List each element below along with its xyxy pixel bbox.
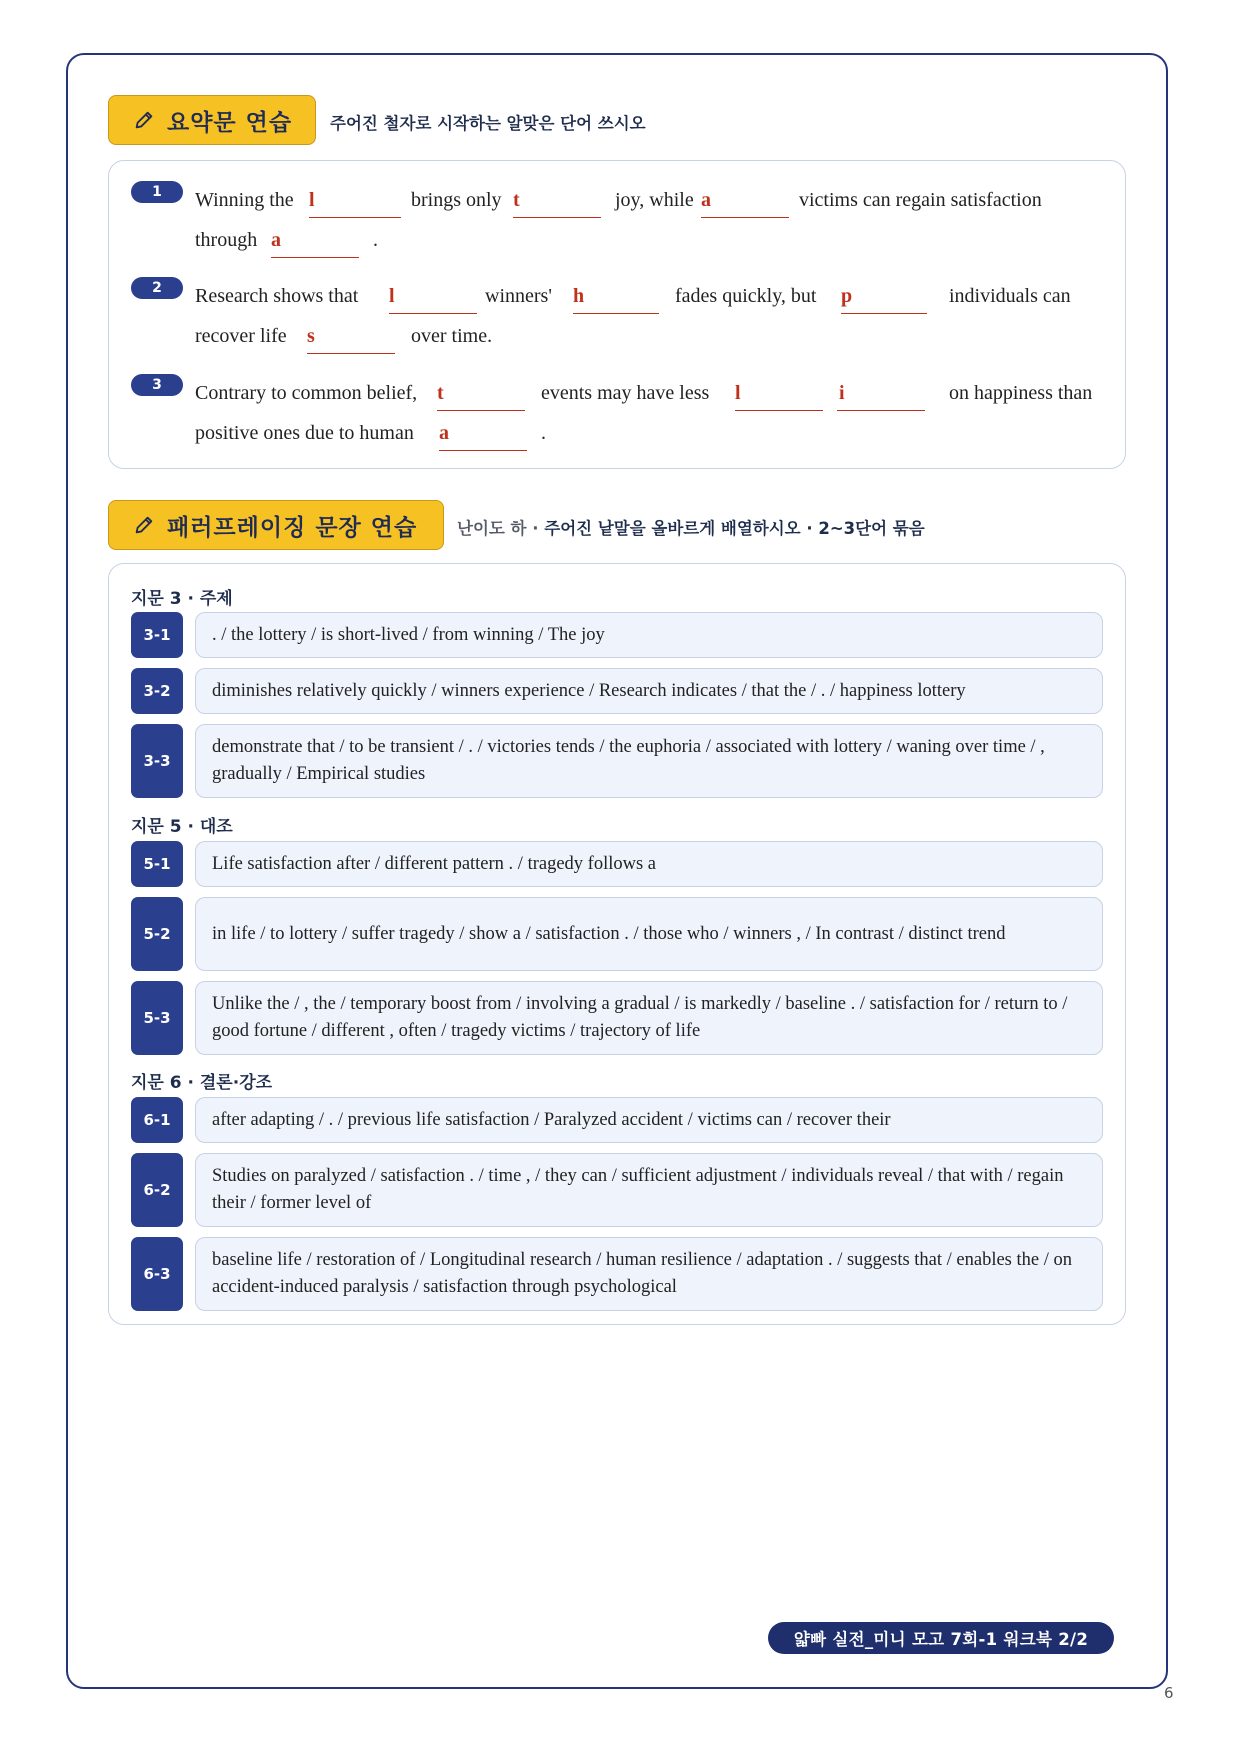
row-tag: 3-3 <box>131 724 183 798</box>
row-tag: 6-3 <box>131 1237 183 1311</box>
summary-title: 요약문 연습 <box>167 109 293 136</box>
sentence-text: victims can regain satisfaction <box>799 189 1042 211</box>
row-tag: 5-1 <box>131 841 183 887</box>
summary-section-tab <box>108 95 316 145</box>
item-number-badge: 1 <box>131 181 183 203</box>
scrambled-words-box[interactable]: demonstrate that / to be transient / . / victories tends / the euphoria / associated with lottery / waning over time / , gradually / Empirical studies <box>195 724 1103 798</box>
scrambled-words-box[interactable]: Studies on paralyzed / satisfaction . / time , / they can / sufficient adjustment / individuals reveal / that with / regain their / former level of <box>195 1153 1103 1227</box>
summary-line <box>131 374 1091 414</box>
answer-blank[interactable] <box>573 313 659 314</box>
answer-blank[interactable] <box>837 410 925 411</box>
scrambled-words-box[interactable]: baseline life / restoration of / Longitudinal research / human resilience / adaptation . / suggests that / enables the / on accident-induced paralysis / satisfaction through psychological <box>195 1237 1103 1311</box>
row-tag: 6-2 <box>131 1153 183 1227</box>
passage-heading: 지문 6 · 결론·강조 <box>131 1073 273 1093</box>
difficulty-label: 난이도 하 · <box>457 519 545 538</box>
answer-blank[interactable] <box>309 217 401 218</box>
paraphrase-title: 패러프레이징 문장 연습 <box>167 514 418 541</box>
scrambled-words-box[interactable]: Unlike the / , the / temporary boost from / involving a gradual / is markedly / baseline . / satisfaction for / return to / good fortune / different , often / tragedy victims / trajectory of life <box>195 981 1103 1055</box>
sentence-text: fades quickly, but <box>675 285 817 307</box>
sentence-text: on happiness than <box>949 382 1093 404</box>
sentence-text: . <box>541 422 546 444</box>
hint-letter: t <box>437 382 444 404</box>
summary-line <box>131 181 1091 221</box>
sentence-text: over time. <box>411 325 493 347</box>
summary-item <box>131 374 1091 454</box>
answer-blank[interactable] <box>841 313 927 314</box>
sentence-text: Contrary to common belief, <box>195 382 418 404</box>
scrambled-words-box[interactable]: diminishes relatively quickly / winners experience / Research indicates / that the / . / happiness lottery <box>195 668 1103 714</box>
page-number: 6 <box>1164 1684 1174 1702</box>
summary-line <box>131 277 1091 317</box>
summary-item <box>131 277 1091 357</box>
sentence-text: through <box>195 229 258 251</box>
hint-letter: a <box>439 422 449 444</box>
hint-letter: l <box>309 189 315 211</box>
paraphrase-panel <box>108 563 1126 1325</box>
summary-item <box>131 181 1091 261</box>
sentence-text: positive ones due to human <box>195 422 414 444</box>
summary-line <box>131 414 1091 454</box>
answer-blank[interactable] <box>701 217 789 218</box>
item-number-badge: 2 <box>131 277 183 299</box>
hint-letter: h <box>573 285 585 307</box>
summary-instruction: 주어진 철자로 시작하는 알맞은 단어 쓰시오 <box>330 114 646 133</box>
sentence-text: Winning the <box>195 189 294 211</box>
hint-letter: a <box>701 189 711 211</box>
answer-blank[interactable] <box>389 313 477 314</box>
summary-panel <box>108 160 1126 469</box>
hint-letter: p <box>841 285 853 307</box>
scrambled-words-box[interactable]: . / the lottery / is short-lived / from winning / The joy <box>195 612 1103 658</box>
hint-letter: s <box>307 325 315 347</box>
answer-blank[interactable] <box>271 257 359 258</box>
scrambled-words-box[interactable]: in life / to lottery / suffer tragedy / show a / satisfaction . / those who / winners , / In contrast / distinct trend <box>195 897 1103 971</box>
pencil-icon <box>133 109 155 131</box>
paraphrase-instruction: 주어진 낱말을 올바르게 배열하시오 · 2~3단어 묶음 <box>544 519 925 538</box>
hint-letter: i <box>839 382 845 404</box>
row-tag: 5-2 <box>131 897 183 971</box>
item-number-badge: 3 <box>131 374 183 396</box>
row-tag: 3-2 <box>131 668 183 714</box>
paraphrase-section-tab <box>108 500 444 550</box>
scrambled-words-box[interactable]: Life satisfaction after / different pattern . / tragedy follows a <box>195 841 1103 887</box>
passage-heading: 지문 5 · 대조 <box>131 817 233 837</box>
sentence-text: individuals can <box>949 285 1071 307</box>
workbook-footer-badge: 얇빠 실전_미니 모고 7회-1 워크북 2/2 <box>768 1622 1114 1654</box>
row-tag: 6-1 <box>131 1097 183 1143</box>
sentence-text: winners' <box>485 285 552 307</box>
answer-blank[interactable] <box>735 410 823 411</box>
hint-letter: a <box>271 229 281 251</box>
hint-letter: l <box>389 285 395 307</box>
answer-blank[interactable] <box>307 353 395 354</box>
pencil-icon <box>133 514 155 536</box>
paraphrase-instruction-line <box>457 515 925 539</box>
answer-blank[interactable] <box>437 410 525 411</box>
row-tag: 3-1 <box>131 612 183 658</box>
sentence-text: events may have less <box>541 382 710 404</box>
answer-blank[interactable] <box>513 217 601 218</box>
hint-letter: t <box>513 189 520 211</box>
sentence-text: . <box>373 229 378 251</box>
summary-line <box>131 221 1091 261</box>
row-tag: 5-3 <box>131 981 183 1055</box>
sentence-text: joy, while <box>615 189 694 211</box>
answer-blank[interactable] <box>439 450 527 451</box>
sentence-text: Research shows that <box>195 285 359 307</box>
sentence-text: brings only <box>411 189 502 211</box>
hint-letter: l <box>735 382 741 404</box>
scrambled-words-box[interactable]: after adapting / . / previous life satisfaction / Paralyzed accident / victims can / recover their <box>195 1097 1103 1143</box>
sentence-text: recover life <box>195 325 287 347</box>
passage-heading: 지문 3 · 주제 <box>131 589 233 609</box>
summary-line <box>131 317 1091 357</box>
